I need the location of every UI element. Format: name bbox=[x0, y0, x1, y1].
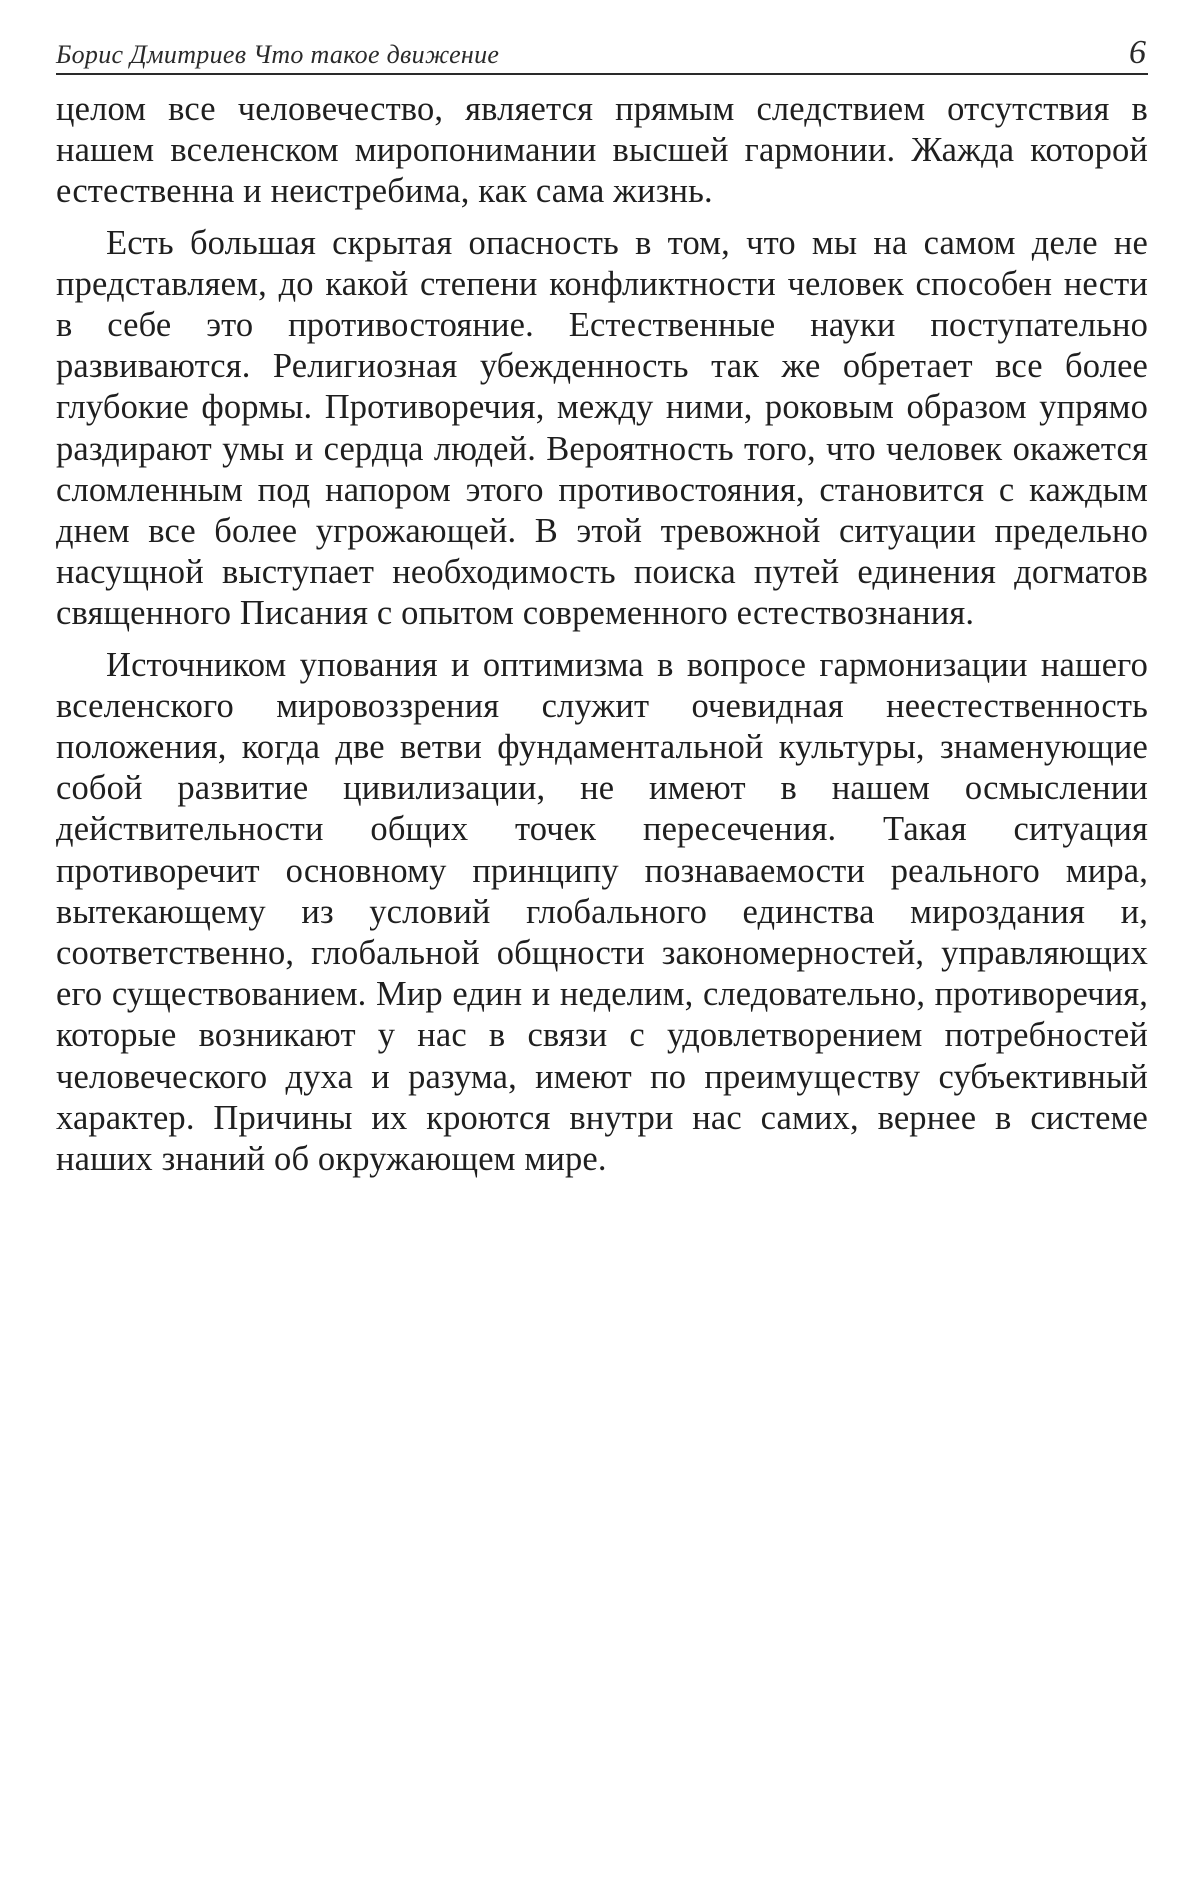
running-header bbox=[56, 26, 1148, 75]
paragraph: Есть большая скрытая опасность в том, что мы на самом деле не представляем, до какой степени конфликтности человек способен нести в себе это противостояние. Естественные науки поступательно развиваются. Религиозная убежденность так же обретает все более глубокие формы. Противоречия, между ними, роковым образом упрямо раздирают умы и сердца людей. Вероятность того, что человек окажется сломленным под напором этого противостояния, становится с каждым днем все более угрожающей. В этой тревожной ситуации предельно насущной выступает необходимость поиска путей единения догматов священного Писания с опытом современного естествознания. bbox=[56, 223, 1148, 633]
paragraph-continued: целом все человечество, является прямым следствием отсутствия в нашем вселенском миропонимании высшей гармонии. Жажда которой естественна и неистребима, как сама жизнь. bbox=[56, 90, 1148, 211]
header-title: Борис Дмитриев Что такое движение bbox=[56, 40, 500, 69]
page-number: 6 bbox=[1129, 34, 1146, 71]
paragraph: Источником упования и оптимизма в вопросе гармонизации нашего вселенского мировоззрения служит очевидная неестественность положения, когда две ветви фундаментальной культуры, знаменующие собой развитие цивилизации, не имеют в нашем осмыслении действительности общих точек пересечения. Такая ситуация противоречит основному принципу познаваемости реального мира, вытекающему из условий глобального единства мироздания и, соответственно, глобальной общности закономерностей, управляющих его существованием. Мир един и неделим, следовательно, противоречия, которые возникают у нас в связи с удовлетворением потребностей человеческого духа и разума, имеют по преимуществу субъективный характер. Причины их кроются внутри нас самих, вернее в системе наших знаний об окружающем мире. bbox=[56, 645, 1148, 1179]
body-text bbox=[56, 89, 1148, 1180]
book-page bbox=[56, 26, 1148, 1190]
